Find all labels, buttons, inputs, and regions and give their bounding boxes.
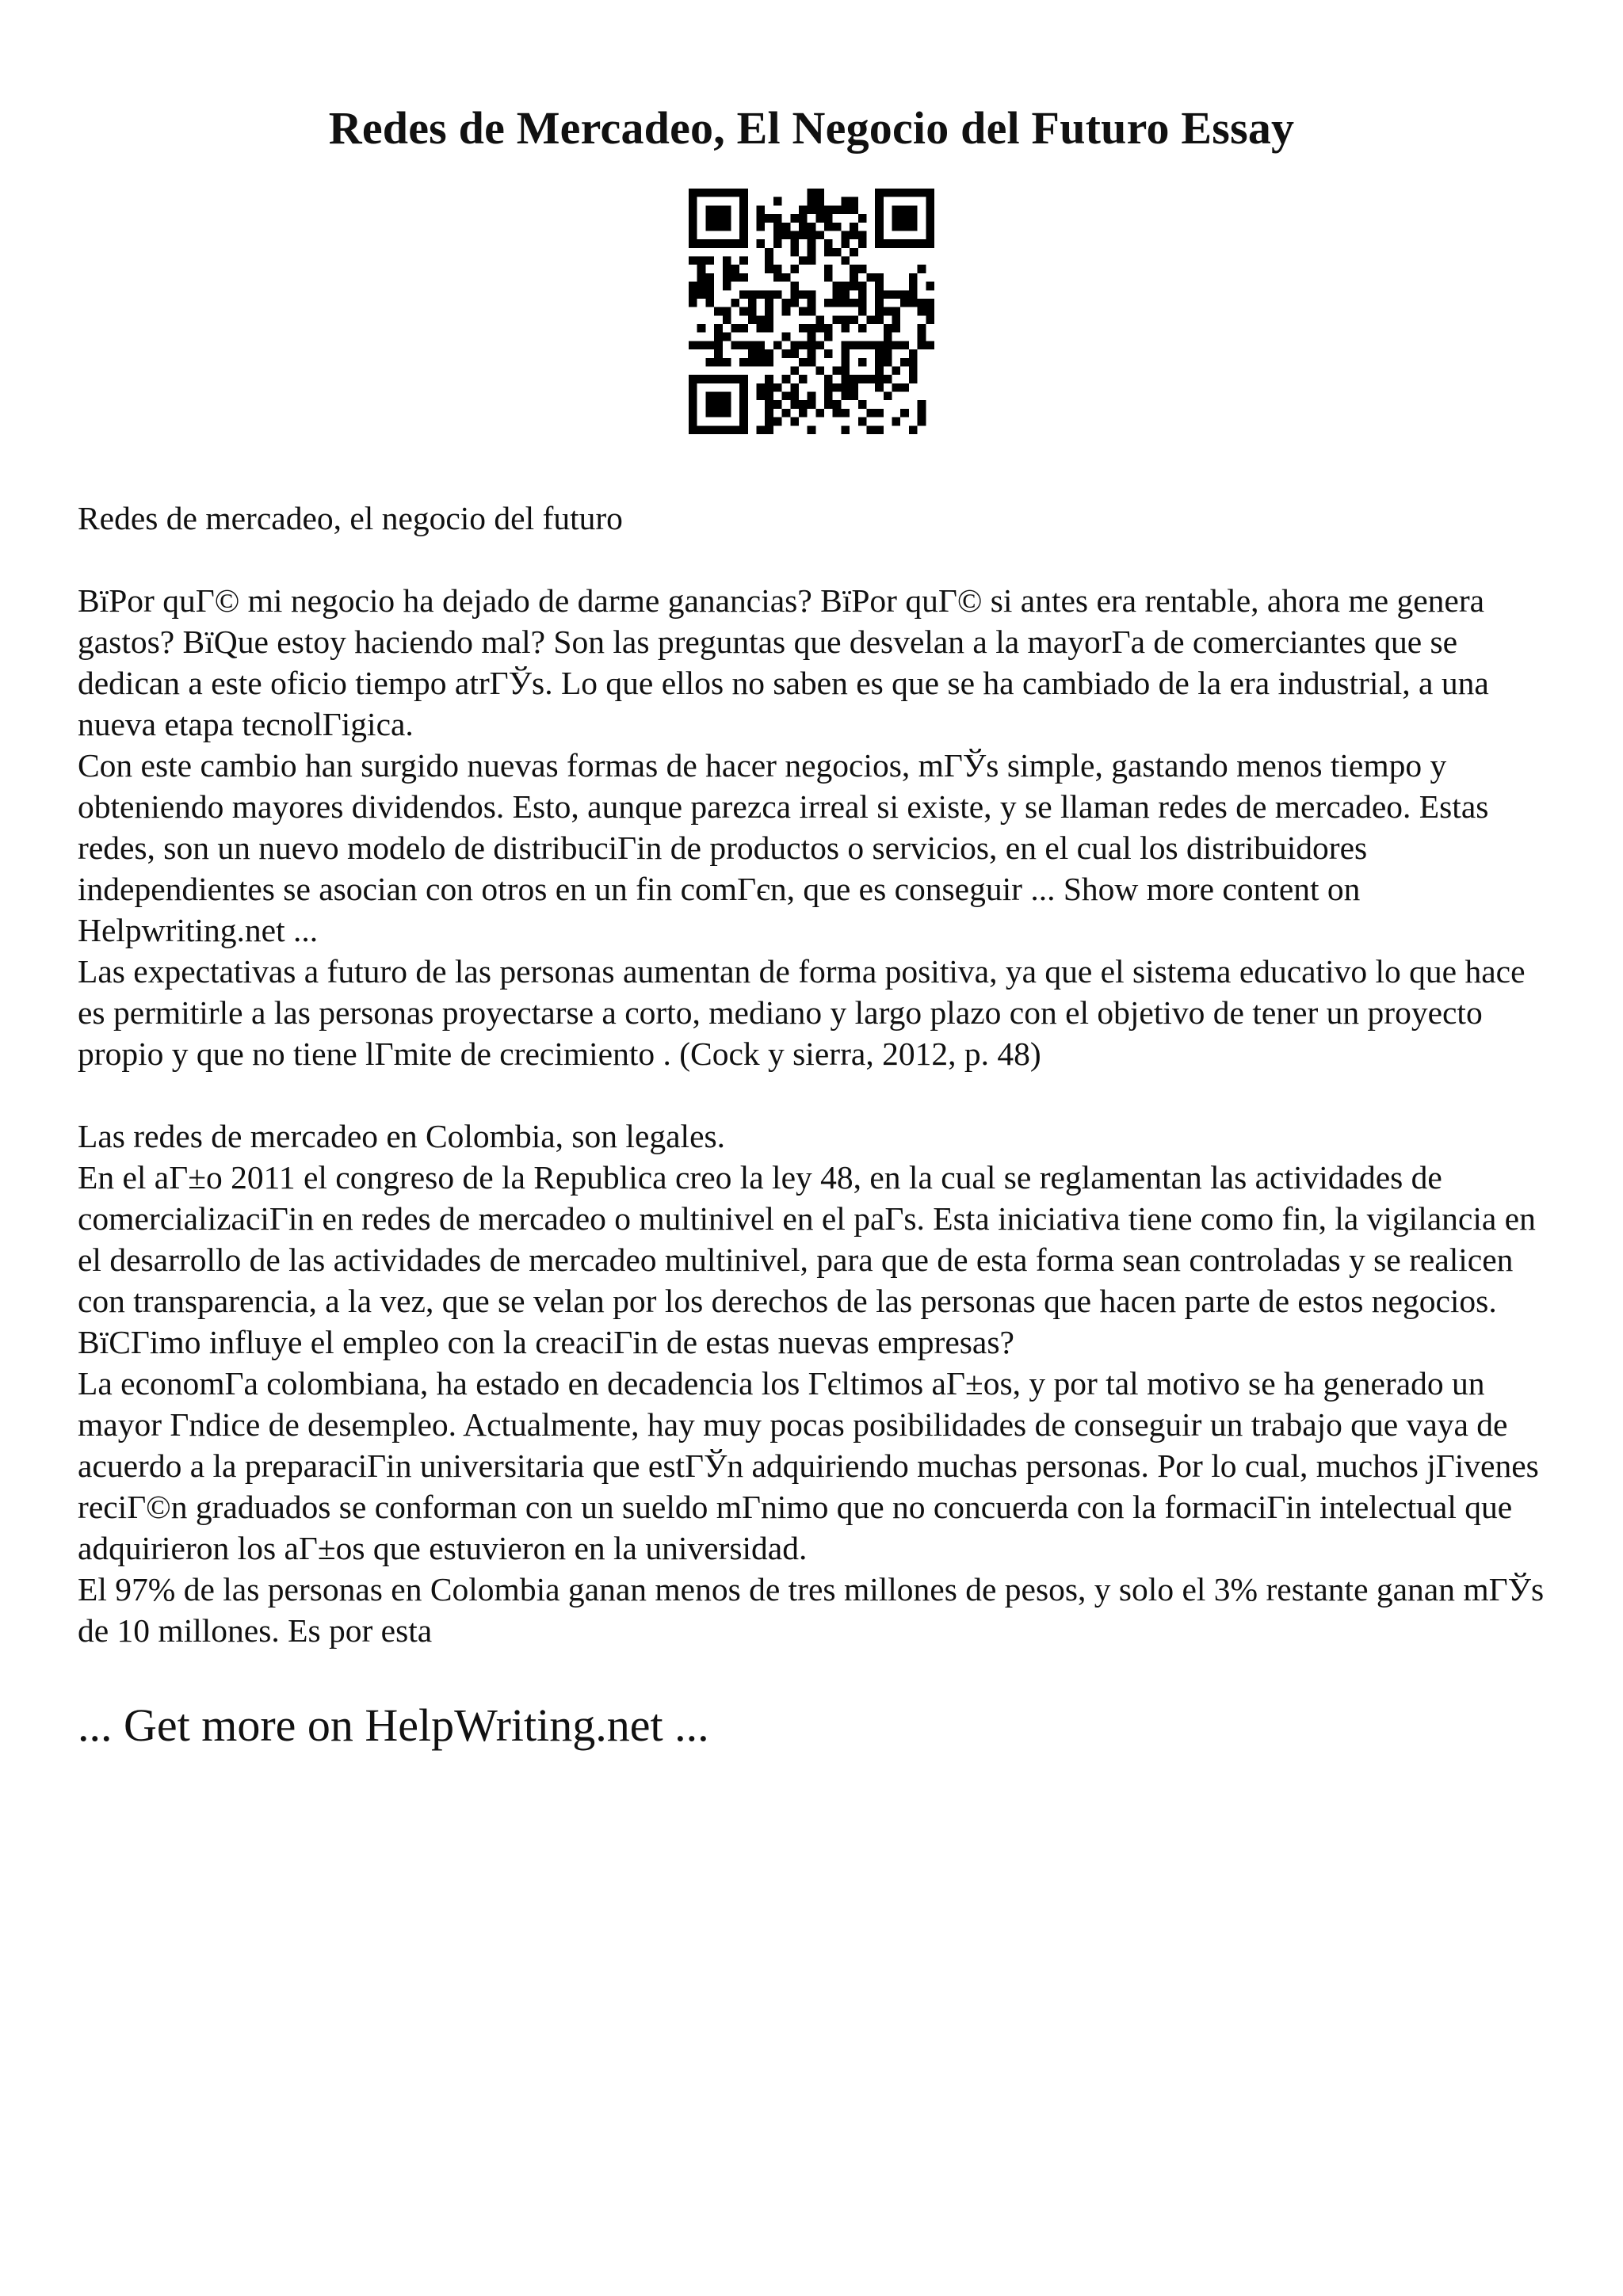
- paragraph-4: Las redes de mercadeo en Colombia, son legales.: [78, 1118, 726, 1154]
- get-more-link[interactable]: ... Get more on HelpWriting.net ...: [78, 1699, 709, 1751]
- paragraph-7: La economГa colombiana, ha estado en decadencia los Гєltimos aГ±os, y por tal motivo se ha generado un mayor Гndice de desempleo. Actualmente, hay muy pocas posibilidades de conseguir un trabajo que vaya de acuerdo a la preparaciГіn universitaria que estГЎn adquiriendo muchas personas. Por lo cual, muchos jГіvenes reciГ©n graduados se conforman con un sueldo mГnimo que no concuerda con la formaciГіn intelectual que adquirieron los aГ±os que estuvieron en la universidad.: [78, 1365, 1539, 1566]
- document-title: Redes de Mercadeo, El Negocio del Futuro Essay: [328, 102, 1295, 154]
- paragraph-8: El 97% de las personas en Colombia ganan menos de tres millones de pesos, y solo el 3% restante ganan mГЎs de 10 millones. Es por esta: [78, 1571, 1545, 1649]
- qr-code-icon: [689, 189, 934, 434]
- qr-code[interactable]: [689, 189, 934, 434]
- paragraph-1: BїPor quГ© mi negocio ha dejado de darme ganancias? BїPor quГ© si antes era rentable, ahora me genera gastos? BїQue estoy haciendo mal? Son las preguntas que desvelan a la mayorГa de comerciantes que se dedican a este oficio tiempo atrГЎs. Lo que ellos no saben es que se ha cambiado de la era industrial, a una nueva etapa tecnolГіgica.: [78, 582, 1489, 742]
- paragraph-2: Con este cambio han surgido nuevas formas de hacer negocios, mГЎs simple, gastando menos tiempo y obteniendo mayores dividendos. Esto, aunque parezca irreal si existe, y se llaman redes de mercadeo. Estas redes, son un nuevo modelo de distribuciГіn de productos o servicios, en el cual los distribuidores independientes se asocian con otros en un fin comГєn, que es conseguir ... Show more content on Helpwriting.net ...: [78, 747, 1489, 948]
- paragraph-5: En el aГ±o 2011 el congreso de la Republica creo la ley 48, en la cual se reglamentan las actividades de comercializaciГіn en redes de mercadeo o multinivel en el paГs. Esta iniciativa tiene como fin, la vigilancia en el desarrollo de las actividades de mercadeo multinivel, para que de esta forma sean controladas y se realicen con transparencia, a la vez, que se velan por los derechos de las personas que hacen parte de estos negocios.: [78, 1159, 1536, 1319]
- essay-subtitle: Redes de mercadeo, el negocio del futuro: [78, 500, 623, 536]
- paragraph-6: BїCГіmo influye el empleo con la creaciГіn de estas nuevas empresas?: [78, 1324, 1014, 1360]
- paragraph-3: Las expectativas a futuro de las personas aumentan de forma positiva, ya que el sistema educativo lo que hace es permitirle a las personas proyectarse a corto, mediano y largo plazo con el objetivo de tener un proyecto propio y que no tiene lГmite de crecimiento . (Cock y sierra, 2012, p. 48): [78, 953, 1526, 1072]
